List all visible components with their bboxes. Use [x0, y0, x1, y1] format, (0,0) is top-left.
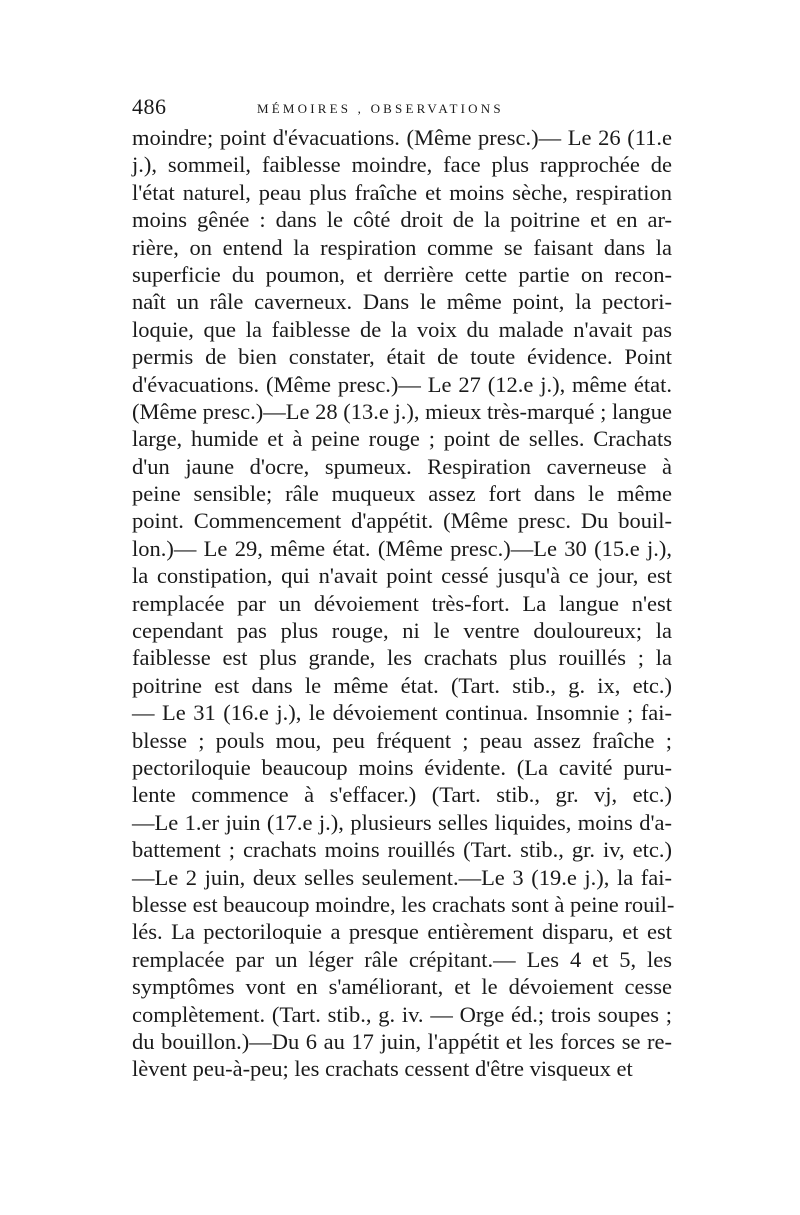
text-line: point. Commencement d'appétit. (Même presc. Du bouil-	[132, 508, 672, 534]
text-line: remplacée par un dévoiement très-fort. La langue n'est	[132, 590, 672, 616]
text-line: lon.)— Le 29, même état. (Même presc.)—Le 30 (15.e j.),	[132, 535, 672, 561]
text-line: faiblesse est plus grande, les crachats plus rouillés ; la	[132, 645, 672, 671]
text-line: blesse est beaucoup moindre, les crachats sont à peine rouil-	[132, 891, 675, 917]
text-line: permis de bien constater, était de toute évidence. Point	[132, 344, 672, 370]
text-line: — Le 31 (16.e j.), le dévoiement continua. Insomnie ; fai-	[132, 700, 672, 726]
page-number: 486	[132, 94, 167, 119]
text-line: poitrine est dans le même état. (Tart. stib., g. ix, etc.)	[132, 672, 672, 698]
text-line: symptômes vont en s'améliorant, et le dévoiement cesse	[132, 974, 672, 1000]
text-line: —Le 2 juin, deux selles seulement.—Le 3 (19.e j.), la fai-	[132, 864, 672, 890]
text-line: blesse ; pouls mou, peu fréquent ; peau assez fraîche ;	[132, 727, 672, 753]
text-line: d'un jaune d'ocre, spumeux. Respiration caverneuse à	[132, 453, 672, 479]
text-line: rière, on entend la respiration comme se faisant dans la	[132, 234, 672, 260]
text-line: lèvent peu-à-peu; les crachats cessent d'être visqueux et	[132, 1056, 633, 1082]
text-line: complètement. (Tart. stib., g. iv. — Orge éd.; trois soupes ;	[132, 1001, 672, 1027]
text-line: l'état naturel, peau plus fraîche et moins sèche, respiration	[132, 179, 672, 205]
text-line: loquie, que la faiblesse de la voix du malade n'avait pas	[132, 316, 672, 342]
text-line: d'évacuations. (Même presc.)— Le 27 (12.e j.), même état.	[132, 371, 672, 397]
text-line: large, humide et à peine rouge ; point de selles. Crachats	[132, 426, 672, 452]
text-line: du bouillon.)—Du 6 au 17 juin, l'appétit et les forces se re-	[132, 1028, 672, 1054]
text-line: moins gênée : dans le côté droit de la poitrine et en ar-	[132, 207, 672, 233]
text-line: moindre; point d'évacuations. (Même presc.)— Le 26 (11.e	[132, 125, 672, 150]
text-line: la constipation, qui n'avait point cessé jusqu'à ce jour, est	[132, 563, 672, 589]
text-line: superficie du poumon, et derrière cette partie on recon-	[132, 261, 672, 287]
text-line: battement ; crachats moins rouillés (Tart. stib., gr. iv, etc.)	[132, 837, 672, 863]
text-line: peine sensible; râle muqueux assez fort dans le même	[132, 481, 672, 507]
text-line: j.), sommeil, faiblesse moindre, face plus rapprochée de	[132, 152, 672, 178]
text-line: pectoriloquie beaucoup moins évidente. (La cavité puru-	[132, 754, 672, 780]
text-line: lés. La pectoriloquie a presque entièrement disparu, et est	[132, 919, 672, 945]
text-line: (Même presc.)—Le 28 (13.e j.), mieux très-marqué ; langue	[132, 398, 672, 424]
running-head	[132, 94, 672, 124]
body-text	[132, 124, 675, 1083]
running-title: MÉMOIRES , OBSERVATIONS	[257, 101, 504, 116]
text-line: naît un râle caverneux. Dans le même point, la pectori-	[132, 289, 672, 315]
text-line: remplacée par un léger râle crépitant.— Les 4 et 5, les	[132, 946, 672, 972]
text-line: lente commence à s'effacer.) (Tart. stib., gr. vj, etc.)	[132, 782, 672, 808]
text-line: cependant pas plus rouge, ni le ventre douloureux; la	[132, 618, 672, 644]
text-line: —Le 1.er juin (17.e j.), plusieurs selles liquides, moins d'a-	[132, 809, 672, 835]
